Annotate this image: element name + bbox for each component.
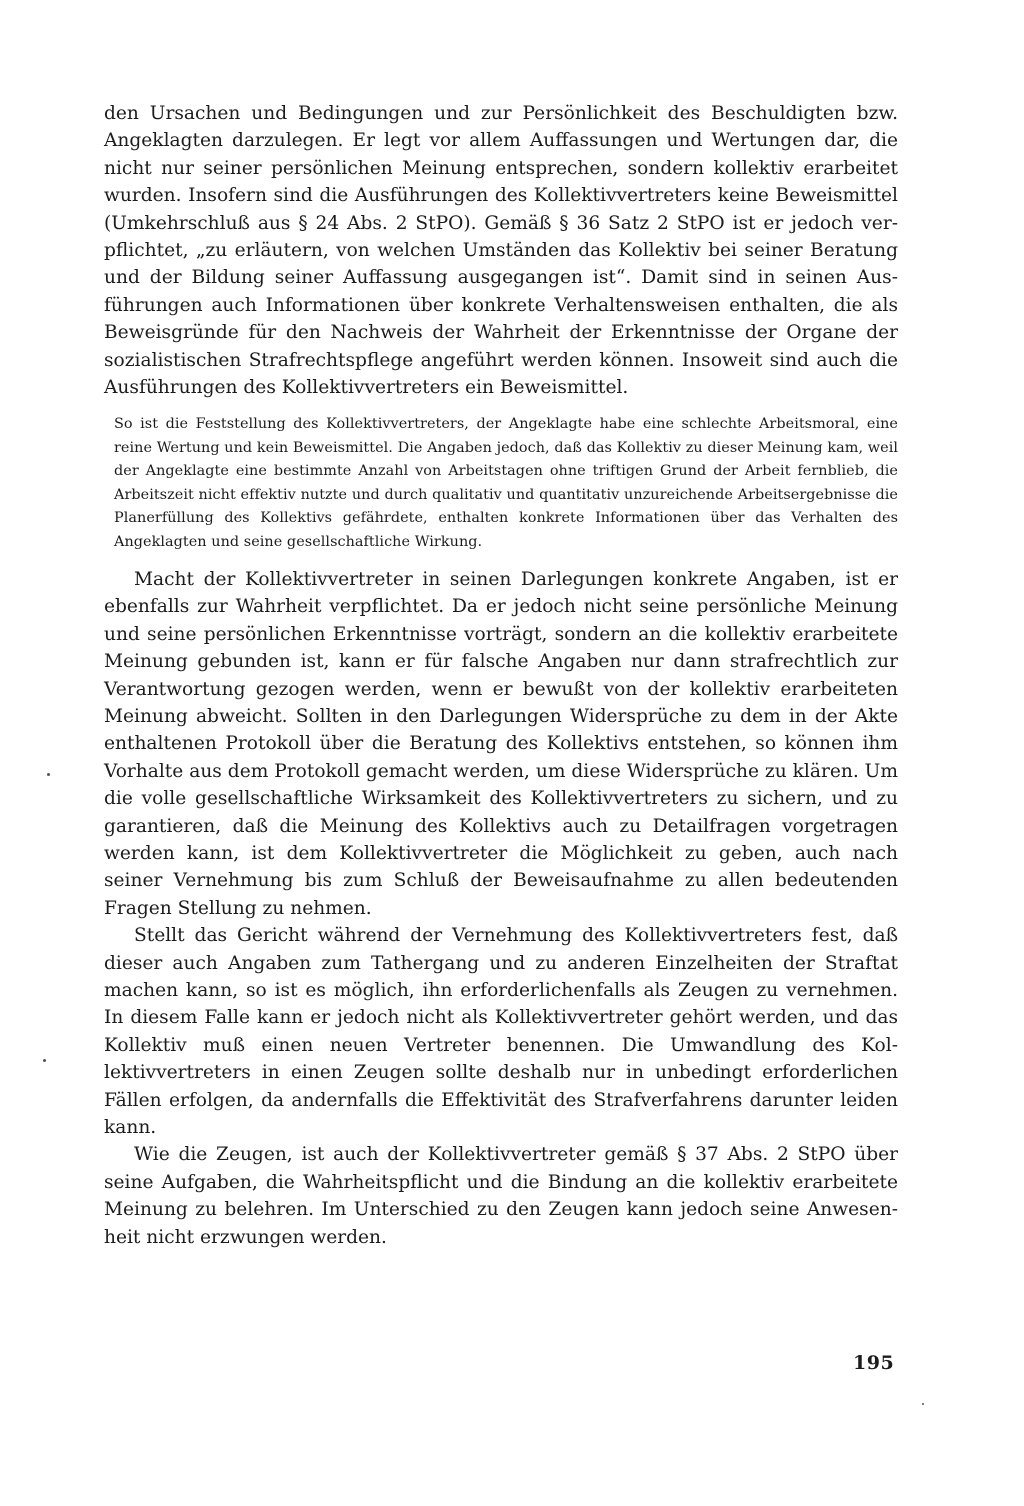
example-paragraph: So ist die Feststellung des Kollektivvertreters, der Angeklagte habe eine schlechte Arbeitsmoral, eine reine Wertung und kein Beweismittel. Die Angaben jedoch, daß das Kollektiv zu dieser Meinung kam, weil der Angeklagte eine bestimmte Anzahl von Arbeitstagen ohne triftigen Grund der Arbeit fernblieb, die Arbeitszeit nicht effektiv nutzte und durch qualitativ und quantitativ unzureichende Arbeitsergebnisse die Planerfüllung des Kollektivs gefährdete, enthalten konkrete Informationen über das Verhalten des Angeklagten und seine gesellschaftliche Wirkung. <box>114 416 898 550</box>
scan-speck <box>922 1403 924 1405</box>
scan-speck <box>47 773 50 776</box>
paragraph-2: Macht der Kollektivvertreter in seinen Darlegungen konkrete Angaben, ist er ebenfalls zur Wahrheit verpflichtet. Da er jedoch nicht seine persönliche Meinung und seine persönlichen Erkenntnisse vorträgt, sondern an die kollektiv erarbeitete Meinung gebunden ist, kann er für falsche Angaben nur dann strafrechtlich zur Verantwortung gezogen werden, wenn er bewußt von der kollektiv erarbeiteten Meinung abweicht. Sollten in den Darlegungen Widersprüche zu dem in der Akte enthaltenen Protokoll über die Beratung des Kollektivs entstehen, so können ihm Vorhalte aus dem Protokoll gemacht werden, um diese Widersprüche zu klären. Um die volle gesellschaftliche Wirksamkeit des Kollektivvertreters zu sichern, und zu garantieren, daß die Meinung des Kollektivs auch zu Detailfragen vorgetragen werden kann, ist dem Kollektivvertreter die Möglichkeit zu geben, auch nach seiner Vernehmung bis zum Schluß der Beweisaufnahme zu allen bedeutenden Fragen Stellung zu nehmen. <box>104 568 898 919</box>
paragraph-3: Stellt das Gericht während der Vernehmung des Kollektivvertreters fest, daß dieser auch Angaben zum Tathergang und zu anderen Einzelheiten der Straftat machen kann, so ist es möglich, ihn erforderlichenfalls als Zeugen zu vernehmen. In diesem Falle kann er jedoch nicht als Kollektivvertreter gehört werden, und das Kollektiv muß einen neuen Vertreter benennen. Die Umwandlung des Kollektivvertreters in einen Zeugen sollte deshalb nur in unbedingt erforderlichen Fällen erfolgen, da andernfalls die Effektivität des Strafverfahrens darunter leiden kann. <box>104 925 898 1139</box>
paragraph-1: den Ursachen und Bedingungen und zur Persönlichkeit des Beschuldigten bzw. Angeklagten darzulegen. Er legt vor allem Auffassungen und Wertungen dar, die nicht nur seiner persönlichen Meinung entsprechen, sondern kollektiv erarbeitet wurden. Insofern sind die Ausführungen des Kollektivvertreters keine Beweismittel (Umkehrschluß aus § 24 Abs. 2 StPO). Gemäß § 36 Satz 2 StPO ist er jedoch verpflichtet, „zu erläutern, von welchen Umständen das Kollektiv bei seiner Beratung und der Bildung seiner Auffassung ausgegangen ist“. Damit sind in seinen Ausführungen auch Informationen über konkrete Verhaltensweisen enthalten, die als Beweisgründe für den Nachweis der Wahrheit der Erkenntnisse der Organe der sozialistischen Strafrechtspflege angeführt werden können. Insoweit sind auch die Ausführungen des Kollektivvertreters ein Beweismittel. <box>104 103 898 399</box>
scan-speck <box>43 1059 46 1062</box>
paragraph-4: Wie die Zeugen, ist auch der Kollektivvertreter gemäß § 37 Abs. 2 StPO über seine Aufgaben, die Wahrheitspflicht und die Bindung an die kollektiv erarbeitete Meinung zu belehren. Im Unterschied zu den Zeugen kann jedoch seine Anwesenheit nicht erzwungen werden. <box>104 1144 898 1248</box>
page-number: 195 <box>853 1352 895 1374</box>
page-body <box>104 100 898 1251</box>
